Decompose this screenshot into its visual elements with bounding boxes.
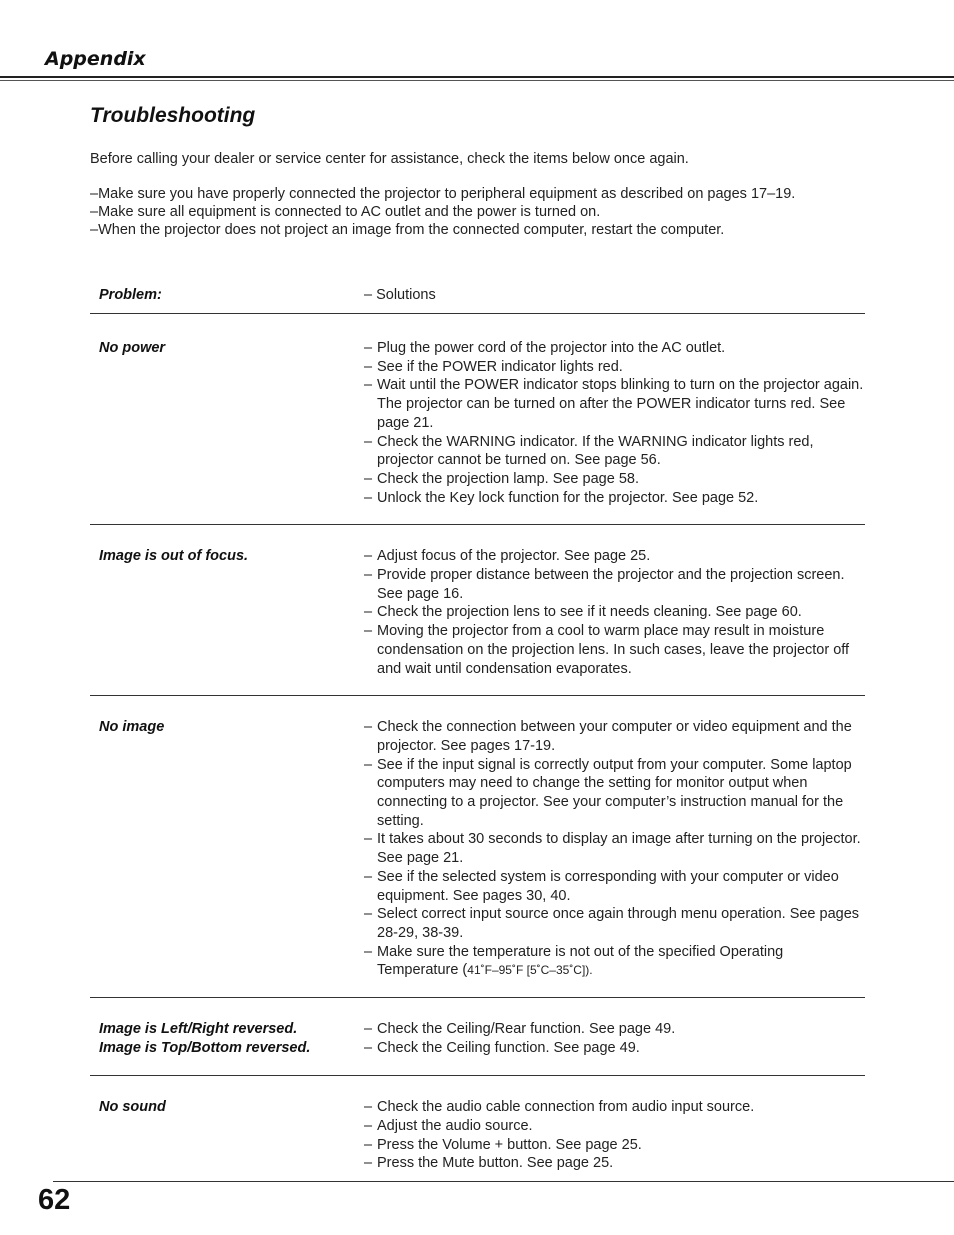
check-item: –Make sure you have properly connected the projector to peripheral equipment as described on pages 17–19. [90, 186, 796, 202]
table-row [90, 1098, 865, 1190]
solution-list [364, 718, 865, 980]
solution-list [364, 1020, 865, 1058]
solution-item: – Press the Volume + button. See page 25. [364, 1136, 865, 1155]
page-number: 62 [38, 1184, 71, 1216]
intro-paragraph: Before calling your dealer or service center for assistance, check the items below once again. [90, 151, 689, 167]
solution-item: – Provide proper distance between the projector and the projection screen. See page 16. [364, 566, 865, 603]
table-row [90, 1020, 865, 1076]
section-header: Appendix [45, 48, 146, 70]
solution-item: – Moving the projector from a cool to warm place may result in moisture condensation on the projection lens. In such cases, leave the projector off and wait until condensation evaporates. [364, 622, 865, 678]
temperature-range: 41˚F–95˚F [5˚C–35˚C]). [467, 963, 593, 978]
solution-item: – See if the POWER indicator lights red. [364, 358, 865, 377]
troubleshooting-table [90, 286, 865, 1212]
problem-label: Image is out of focus. [99, 548, 249, 565]
solution-item: – Select correct input source once again through menu operation. See pages 28-29, 38-39. [364, 905, 865, 942]
solution-item: – Check the audio cable connection from audio input source. [364, 1098, 865, 1117]
problem-column-header: Problem: [99, 287, 162, 303]
solution-item: – Check the projection lens to see if it needs cleaning. See page 60. [364, 603, 865, 622]
solution-item: – See if the input signal is correctly output from your computer. Some laptop computers may need to change the setting for monitor output when connecting to a projector. See your computer’s instruction manual for the setting. [364, 756, 865, 831]
header-rule-thin [0, 80, 954, 81]
problem-label: No image [99, 719, 165, 736]
header-rule [0, 76, 954, 78]
solution-list [364, 339, 865, 507]
solution-item: – Wait until the POWER indicator stops blinking to turn on the projector again. The projector can be turned on after the POWER indicator turns red. See page 21. [364, 376, 865, 432]
solution-item: – Check the WARNING indicator. If the WARNING indicator lights red, projector cannot be turned on. See page 56. [364, 433, 865, 470]
check-item: –Make sure all equipment is connected to AC outlet and the power is turned on. [90, 204, 601, 220]
page-title: Troubleshooting [90, 104, 256, 127]
problem-label: No power [99, 340, 166, 356]
table-row [90, 547, 865, 696]
solution-item: – Unlock the Key lock function for the projector. See page 52. [364, 489, 865, 508]
solution-item: – See if the selected system is corresponding with your computer or video equipment. See pages 30, 40. [364, 868, 865, 905]
solution-item: – Check the projection lamp. See page 58. [364, 470, 865, 489]
solution-item: – Adjust the audio source. [364, 1117, 865, 1136]
solutions-column-header: – Solutions [364, 287, 436, 303]
solution-item-temperature [364, 943, 865, 980]
problem-label [90, 1020, 364, 1058]
table-row [90, 718, 865, 998]
solution-item: – Press the Mute button. See page 25. [364, 1154, 865, 1173]
temperature-text: Make sure the temperature is not out of the specified Operating Temperature ( [377, 943, 784, 979]
solution-item: – Check the Ceiling/Rear function. See page 49. [364, 1020, 865, 1039]
problem-label-line: Image is Left/Right reversed. [99, 1021, 298, 1038]
solution-item: – Adjust focus of the projector. See page 25. [364, 547, 865, 566]
table-header-row [90, 286, 865, 314]
solution-item: – It takes about 30 seconds to display an image after turning on the projector. See page 21. [364, 830, 865, 867]
solution-item: – Check the Ceiling function. See page 49. [364, 1039, 865, 1058]
solution-list [364, 1098, 865, 1173]
footer-rule [53, 1181, 954, 1182]
check-item: –When the projector does not project an image from the connected computer, restart the computer. [90, 222, 725, 238]
solution-item: – Plug the power cord of the projector into the AC outlet. [364, 339, 865, 358]
solution-item: – Check the connection between your computer or video equipment and the projector. See pages 17-19. [364, 718, 865, 755]
solution-list [364, 547, 865, 678]
preliminary-checks [90, 185, 890, 239]
table-row [90, 339, 865, 525]
problem-label-line: Image is Top/Bottom reversed. [99, 1040, 311, 1057]
problem-label: No sound [99, 1099, 166, 1116]
